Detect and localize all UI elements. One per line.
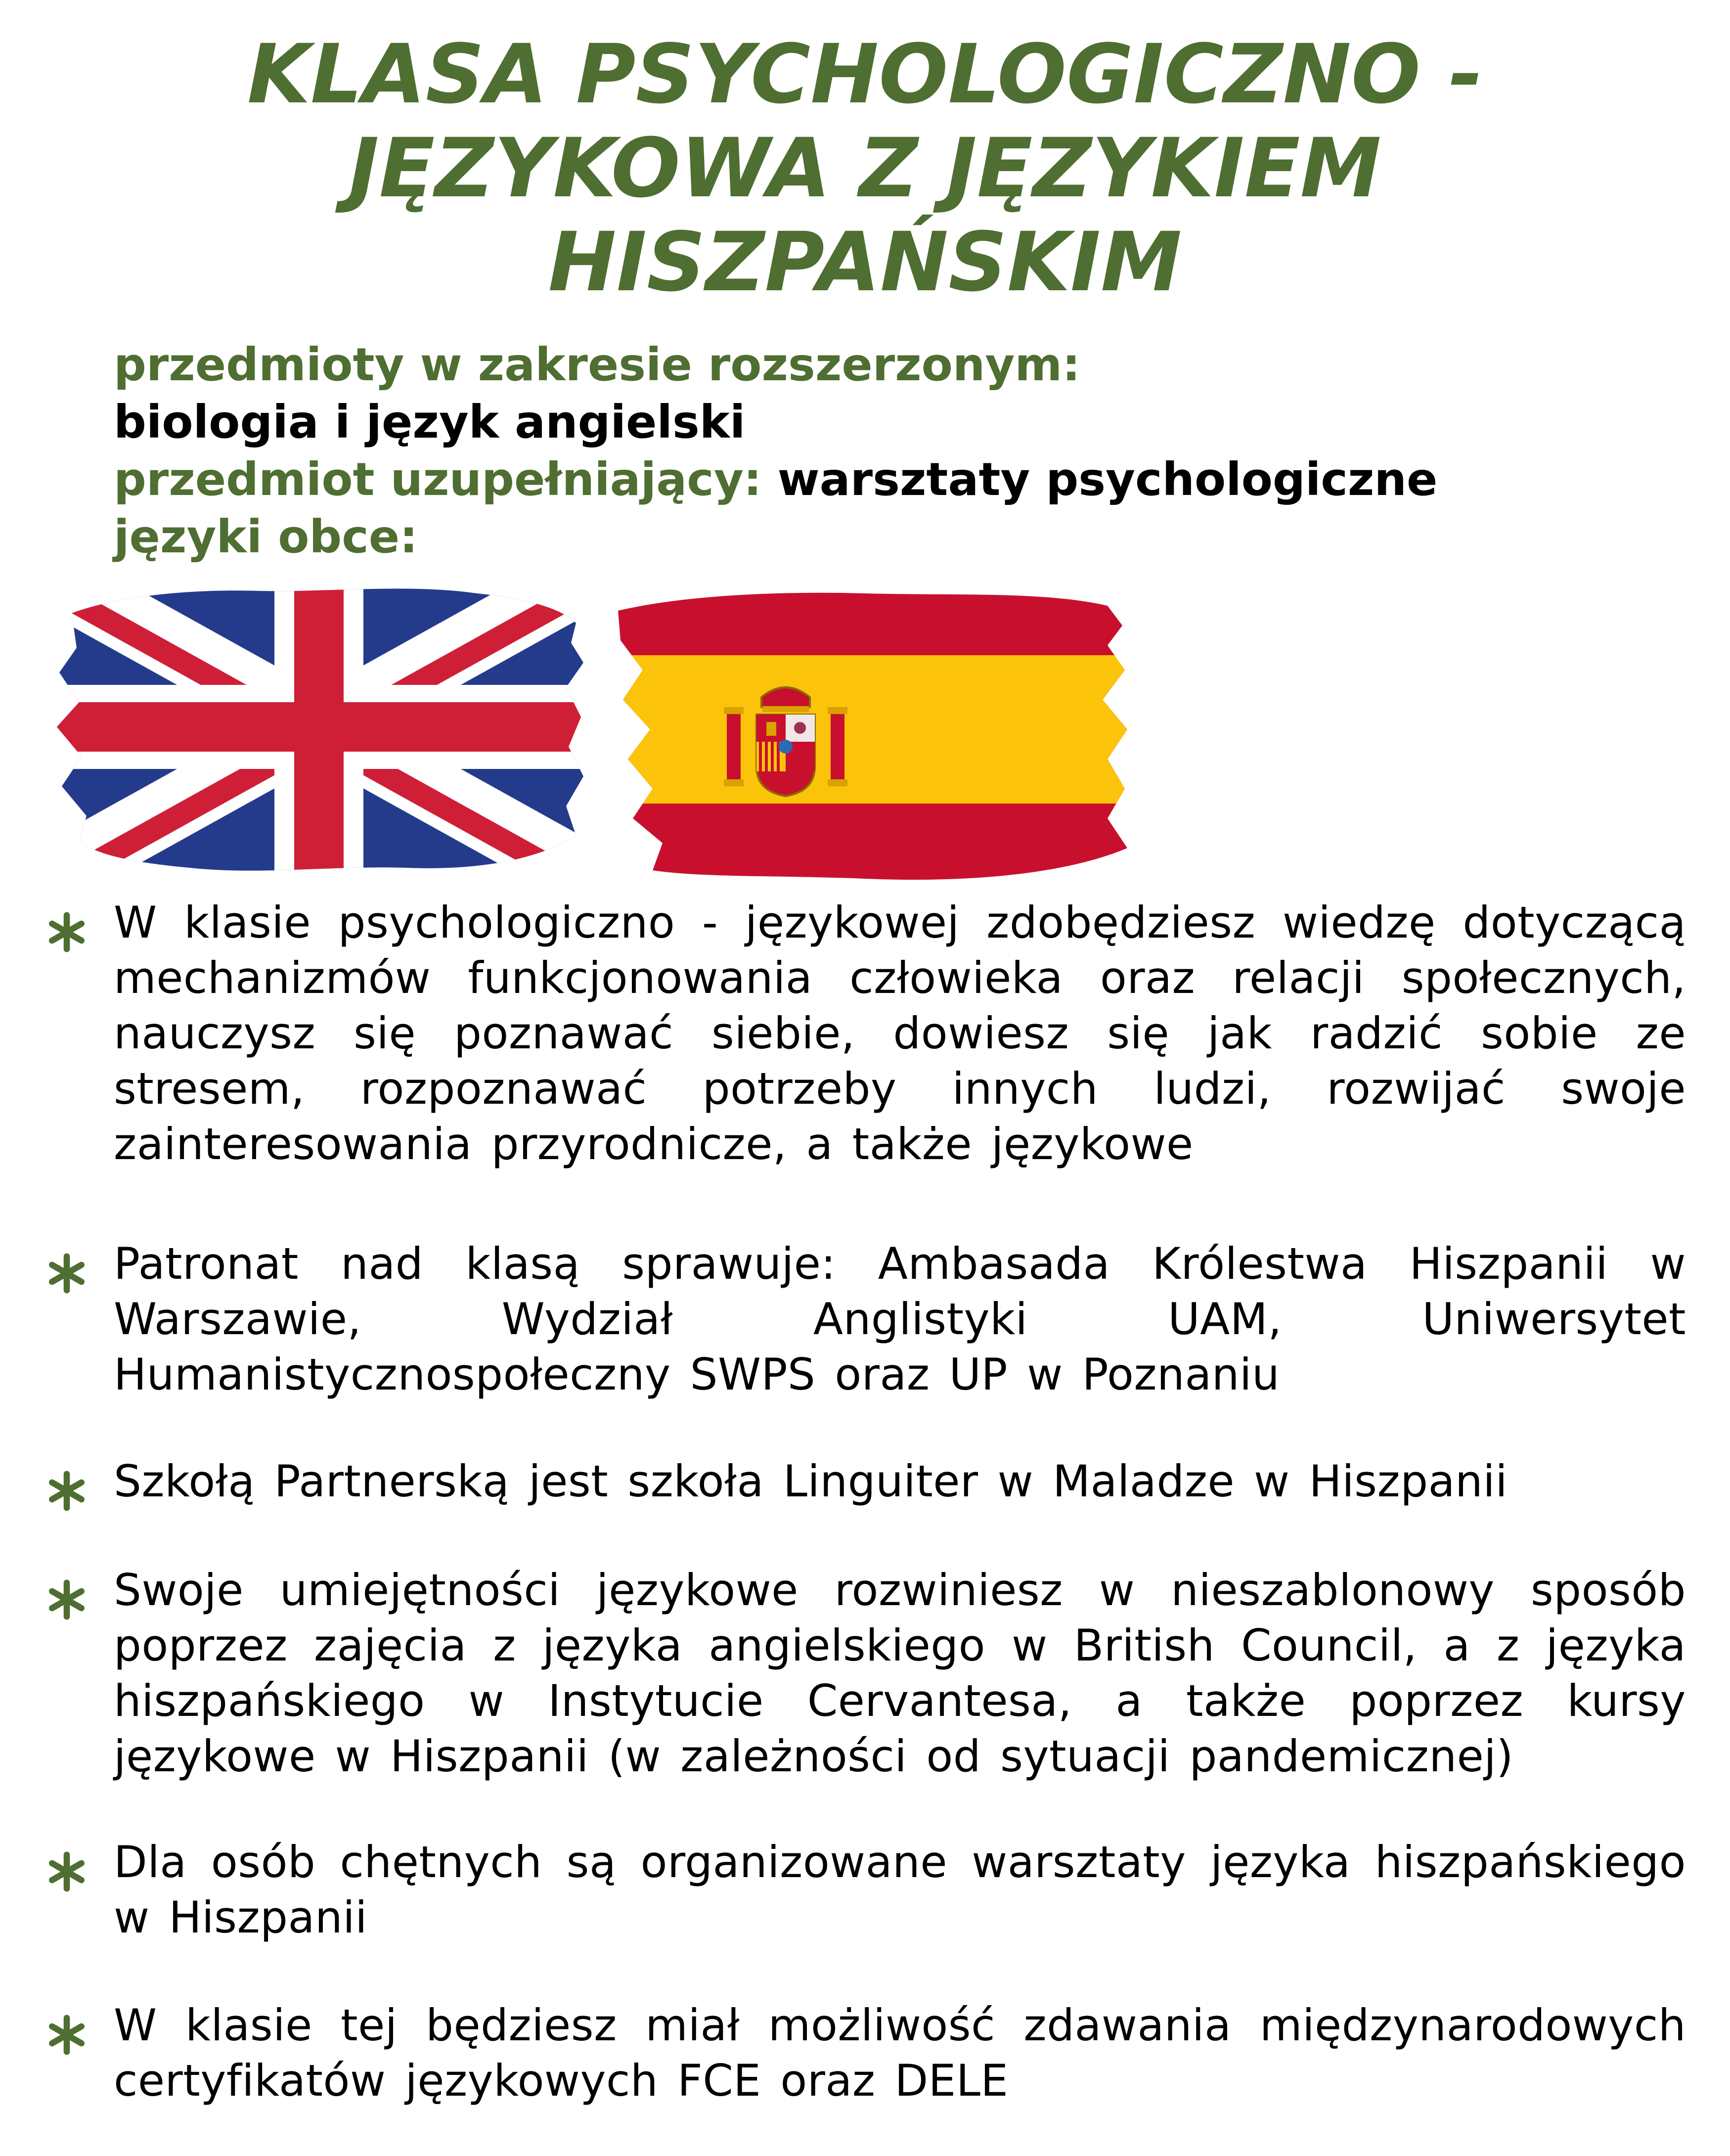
bullet-text: W klasie psychologiczno - językowej zdobędziesz wiedzę dotyczącą mechanizmów funkcjonowania człowieka oraz relacji społecznych, nauczysz się poznawać siebie, dowiesz się jak radzić sobie ze stresem, rozpoznawać potrzeby innych ludzi, rozwijać swoje zainteresowania przyrodnicze, a także językowe [114, 897, 1686, 1169]
page-title [0, 27, 1730, 309]
bullet-text: W klasie tej będziesz miał możliwość zdawania międzynarodowych certyfikatów językowych FCE oraz DELE [114, 2000, 1686, 2106]
spain-flag-icon [608, 586, 1132, 883]
asterisk-bullet-icon [44, 2013, 89, 2057]
foreign-languages-label: języki obce: [114, 510, 418, 563]
supplementary-subject-label: przedmiot uzupełniający: [114, 453, 762, 506]
uk-flag-icon [52, 579, 586, 875]
asterisk-bullet-icon [44, 1577, 89, 1622]
bullet-text: Szkołą Partnerską jest szkoła Linguiter w Maladze w Hiszpanii [114, 1456, 1508, 1507]
asterisk-bullet-icon [44, 910, 89, 954]
asterisk-bullet-icon [44, 1469, 89, 1513]
title-line-1: KLASA PSYCHOLOGICZNO - [247, 27, 1483, 122]
title-line-3: HISZPAŃSKIM [548, 215, 1182, 310]
extended-subjects-label: przedmioty w zakresie rozszerzonym: [114, 338, 1080, 391]
bullet-text: Swoje umiejętności językowe rozwiniesz w nieszablonowy sposób poprzez zajęcia z języka angielskiego w British Council, a z języka hiszpańskiego w Instytucie Cervantesa, a także poprzez kursy językowe w Hiszpanii (w zależności od sytuacji pandemicznej) [114, 1565, 1686, 1782]
bullet-text: Patronat nad klasą sprawuje: Ambasada Królestwa Hiszpanii w Warszawie, Wydział Anglistyki UAM, Uniwersytet Humanistycznospołeczny SWPS oraz UP w Poznaniu [114, 1238, 1686, 1400]
subjects-section [114, 336, 1437, 566]
extended-subjects-value: biologia i język angielski [114, 396, 746, 449]
title-line-2: JĘZYKOWA Z JĘZYKIEM [349, 121, 1381, 216]
bullet-text: Dla osób chętnych są organizowane warsztaty języka hiszpańskiego w Hiszpanii [114, 1837, 1686, 1943]
asterisk-bullet-icon [44, 1849, 89, 1894]
supplementary-subject-value: warsztaty psychologiczne [777, 453, 1438, 506]
asterisk-bullet-icon [44, 1251, 89, 1296]
